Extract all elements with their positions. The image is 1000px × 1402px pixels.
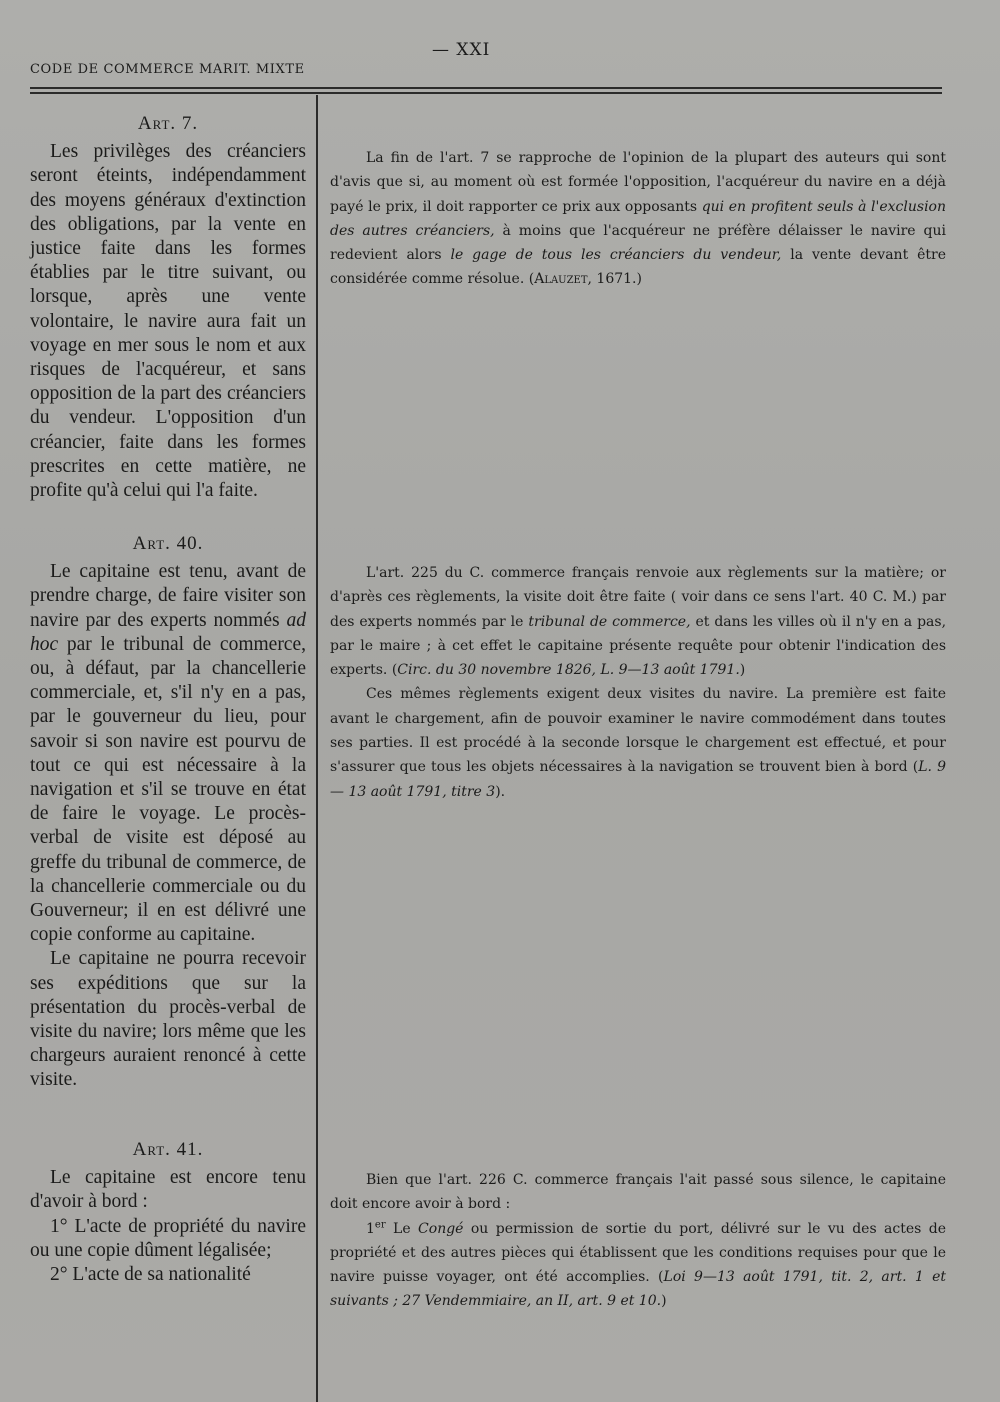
running-title: CODE DE COMMERCE MARIT. MIXTE [30,62,305,77]
article-7-text: Les privilèges des créanciers seront éteints, indépendamment des moyens généraux d'extinction des obligations, par la vente en justice faite dans les formes établies par le titre suivant, ou lorsque, après une vente volontaire, le navire aura fait un voyage en mer sous le nom et aux risques de l'acquéreur, et sans opposition de la part des créanciers du vendeur. L'opposition d'un créancier, faite dans les formes prescrites en cette matière, ne profite qu'à celui qui l'a faite. [30,141,306,502]
commentary-article-40 [330,561,946,804]
commentary-40-text-1: L'art. 225 du C. commerce français renvoie aux règlements sur la matière; or d'après ces règlements, la visite doit être faite ( voir dans ce sens l'art. 40 C. M.) par des experts nommés par le tribunal de commerce, et dans les villes où il n'y en a pas, par le maire ; à cet effet le capitaine présente requête pour obtenir l'indication des experts. (Circ. du 30 novembre 1826, L. 9—13 août 1791.) [330,565,947,679]
header-rule-top [30,87,942,89]
commentary-7-text: La fin de l'art. 7 se rapproche de l'opinion de la plupart des auteurs qui sont d'avis que si, au moment où est formée l'opposition, l'acquéreur du navire en a déjà payé le prix, il doit rapporter ce prix aux opposants qui en profitent seuls à l'exclusion des autres créanciers, à moins que l'acquéreur ne préfère délaisser le navire qui redevient alors le gage de tous les créanciers du vendeur, la vente devant être considérée comme résolue. (Alauzet, 1671.) [330,150,947,288]
article-41-item-1: 1° L'acte de propriété du navire ou une copie dûment légalisée; [30,1215,306,1261]
column-divider [316,95,318,1402]
commentary-article-7 [330,146,946,292]
commentary-41-text-2: 1er Le Congé ou permission de sortie du port, délivré sur le vu des actes de propriété et des autres pièces qui établissent que les conditions requises pour que le navire puisse voyager, ont été accomplies. (Loi 9—13 août 1791, tit. 2, art. 1 et suivants ; 27 Vendemmiaire, an II, art. 9 et 10.) [330,1218,947,1310]
article-40-heading: Art. 40. [132,533,204,554]
article-41-text-1: Le capitaine est encore tenu d'avoir à bord : [30,1167,306,1213]
article-41 [30,1138,306,1287]
page-number: — XXI [432,40,491,60]
commentary-40-text-2: Ces mêmes règlements exigent deux visites du navire. La première est faite avant le chargement, afin de pouvoir examiner le navire commodément dans toutes ses parties. Il est procédé à la seconde lorsque le chargement est effectué, et pour s'assurer que tous les objets nécessaires à la navigation se trouvent bien à bord (L. 9 — 13 août 1791, titre 3). [330,686,947,800]
article-40-text-2: Le capitaine ne pourra recevoir ses expéditions que sur la présentation du procès-verbal de visite du navire; lors même que les chargeurs auraient renoncé à cette visite. [30,948,306,1091]
article-40-text-1: Le capitaine est tenu, avant de prendre charge, de faire visiter son navire par des experts nommés ad hoc par le tribunal de commerce, ou, à défaut, par la chancellerie commerciale, et, s'il n'y en a pas, par le gouverneur du lieu, pour savoir si son navire est pourvu de tout ce qui est nécessaire à la navigation et s'il se trouve en état de faire le voyage. Le procès-verbal de visite est déposé au greffe du tribunal de commerce, de la chancellerie commerciale ou du Gouverneur; il en est délivré une copie conforme au capitaine. [30,561,306,946]
article-7-heading: Art. 7. [137,113,199,134]
article-41-item-2: 2° L'acte de sa nationalité [50,1264,251,1286]
article-40 [30,532,306,1093]
article-7 [30,112,306,503]
commentary-article-41 [330,1168,946,1314]
article-41-heading: Art. 41. [132,1139,204,1160]
header-rule-bottom [30,92,942,94]
commentary-41-text-1: Bien que l'art. 226 C. commerce français l'ait passé sous silence, le capitaine doit encore avoir à bord : [330,1172,946,1213]
